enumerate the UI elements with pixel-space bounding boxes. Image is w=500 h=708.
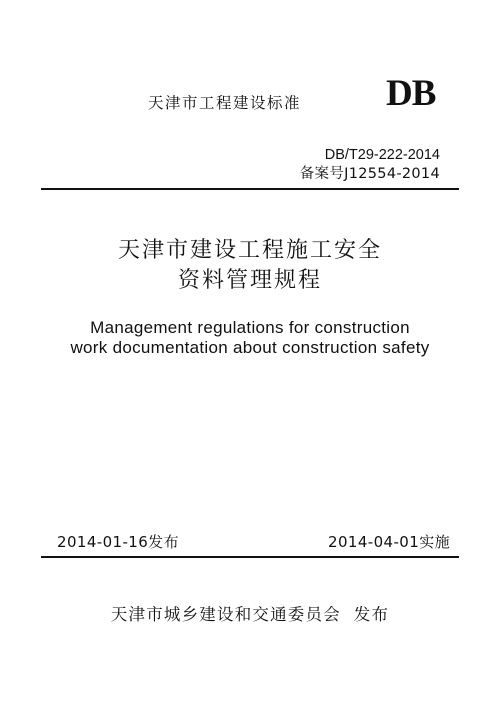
standard-category-label: 天津市工程建设标准 [148, 94, 302, 112]
chinese-title-line-1: 天津市建设工程施工安全 [117, 238, 382, 263]
implementation-date: 2014-04-01实施 [328, 533, 450, 551]
issue-date: 2014-01-16发布 [57, 533, 179, 551]
publisher: 天津市城乡建设和交通委员会 发布 [110, 605, 390, 624]
chinese-title-line-2: 资料管理规程 [177, 268, 322, 293]
record-number: 备案号J12554-2014 [299, 166, 440, 182]
english-title-line-1: Management regulations for construction [90, 318, 410, 337]
top-divider [41, 188, 459, 190]
english-title-line-2: work documentation about construction safety [70, 338, 430, 357]
bottom-divider [41, 556, 459, 558]
standard-number: DB/T29-222-2014 [324, 147, 440, 163]
db-standard-mark: DB [386, 73, 436, 114]
